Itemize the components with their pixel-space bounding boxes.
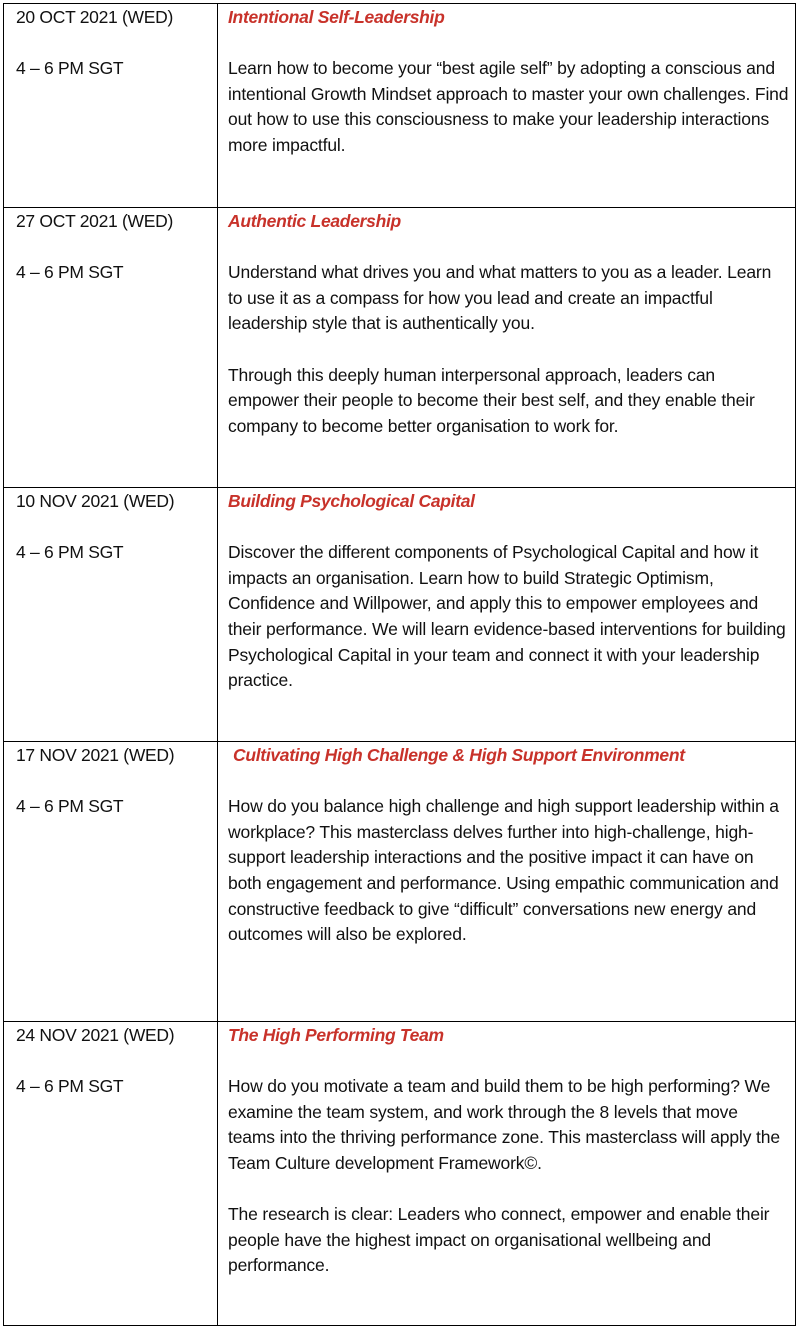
session-description: How do you motivate a team and build them to be high performing? We examine the team system, and work through the 8 levels that move teams into the thriving performance zone. This masterclass will apply the Team Culture development Framework©. [228, 1076, 780, 1173]
session-row [4, 4, 796, 208]
session-title: The High Performing Team [228, 1025, 444, 1045]
session-title: Building Psychological Capital [228, 491, 475, 511]
session-date: 24 NOV 2021 (WED) [16, 1025, 175, 1045]
session-datetime-cell [4, 742, 218, 1022]
session-row [4, 742, 796, 1022]
session-date: 17 NOV 2021 (WED) [16, 745, 175, 765]
session-time: 4 – 6 PM SGT [16, 1076, 124, 1097]
session-details-cell [218, 1022, 796, 1326]
session-title: Cultivating High Challenge & High Support Environment [233, 745, 685, 765]
session-date: 20 OCT 2021 (WED) [16, 7, 173, 27]
session-row [4, 1022, 796, 1326]
session-datetime-cell [4, 208, 218, 488]
session-time: 4 – 6 PM SGT [16, 58, 124, 79]
session-time: 4 – 6 PM SGT [16, 262, 124, 283]
session-time: 4 – 6 PM SGT [16, 542, 124, 563]
session-details-cell [218, 742, 796, 1022]
session-row [4, 488, 796, 742]
session-time: 4 – 6 PM SGT [16, 796, 124, 817]
session-row [4, 208, 796, 488]
session-description: The research is clear: Leaders who connect, empower and enable their people have the highest impact on organisational wellbeing and performance. [228, 1204, 770, 1276]
session-datetime-cell [4, 4, 218, 208]
session-title: Intentional Self-Leadership [228, 7, 445, 27]
session-description: Learn how to become your “best agile self” by adopting a conscious and intentional Growth Mindset approach to master your own challenges. Find out how to use this consciousness to make your leadership interactions more impactful. [228, 58, 789, 155]
session-details-cell [218, 208, 796, 488]
session-description: Discover the different components of Psychological Capital and how it impacts an organisation. Learn how to build Strategic Optimism, Confidence and Willpower, and apply this to empower employees and their performance. We will learn evidence-based interventions for building Psychological Capital in your team and connect it with your leadership practice. [228, 542, 786, 691]
session-date: 10 NOV 2021 (WED) [16, 491, 175, 511]
session-description: Understand what drives you and what matters to you as a leader. Learn to use it as a compass for how you lead and create an impactful leadership style that is authentically you. [228, 262, 772, 334]
session-description: How do you balance high challenge and high support leadership within a workplace? This masterclass delves further into high-challenge, high-support leadership interactions and the positive impact it can have on both engagement and performance. Using empathic communication and constructive feedback to give “difficult” conversations new energy and outcomes will also be explored. [228, 796, 779, 945]
session-datetime-cell [4, 1022, 218, 1326]
session-title: Authentic Leadership [228, 211, 401, 231]
session-date: 27 OCT 2021 (WED) [16, 211, 173, 231]
session-details-cell [218, 4, 796, 208]
session-description: Through this deeply human interpersonal approach, leaders can empower their people to become their best self, and they enable their company to become better organisation to work for. [228, 364, 755, 436]
session-details-cell [218, 488, 796, 742]
masterclass-schedule-table [3, 3, 796, 1326]
session-datetime-cell [4, 488, 218, 742]
